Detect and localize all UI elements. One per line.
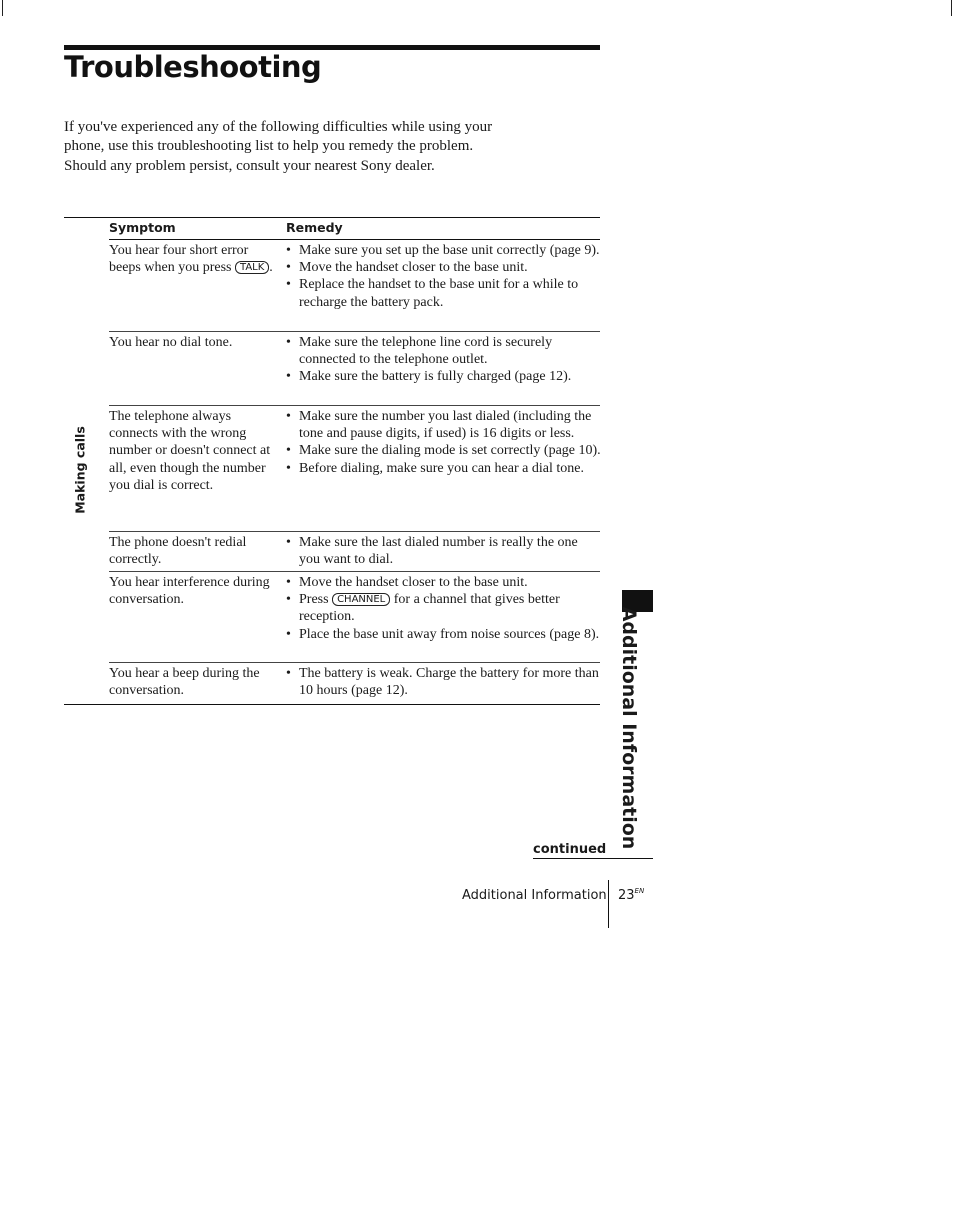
symptom-cell: You hear interference during conversation. <box>109 575 270 608</box>
remedy-item: • Replace the handset to the base unit for a while to recharge the battery pack. <box>286 276 601 310</box>
page-number-value: 23 <box>618 888 635 903</box>
symptom-cell: The telephone always connects with the wrong number or doesn't connect at all, even though the number you dial is correct. <box>109 409 271 493</box>
remedy-item: • Move the handset closer to the base unit. <box>286 574 601 591</box>
footer-section-name: Additional Information <box>462 888 607 903</box>
symptom-cell <box>109 242 281 276</box>
side-label-additional-information: Additional Information <box>618 606 640 850</box>
continued-label: continued <box>533 842 607 857</box>
continued-rule <box>533 858 653 859</box>
page-suffix: EN <box>634 887 645 895</box>
talk-key: TALK <box>235 261 269 274</box>
remedy-suffix: for a channel that gives better reception. <box>299 592 560 625</box>
table-bottom-rule <box>64 704 600 705</box>
remedy-item-channel <box>286 591 601 625</box>
row-divider <box>109 405 600 406</box>
row-divider <box>109 531 600 532</box>
remedy-item: • The battery is weak. Charge the battery for more than 10 hours (page 12). <box>286 665 601 699</box>
channel-key: CHANNEL <box>332 593 390 606</box>
table-top-rule <box>64 217 600 218</box>
symptom-cell: You hear a beep during the conversation. <box>109 666 260 699</box>
page-number <box>618 887 644 903</box>
edge-mark-left <box>2 0 3 16</box>
symptom-text: You hear four short error beeps when you press <box>109 243 249 276</box>
remedy-item: • Make sure the last dialed number is really the one you want to dial. <box>286 534 601 568</box>
remedy-item: • Make sure the number you last dialed (including the tone and pause digits, if used) is 16 digits or less. <box>286 408 601 442</box>
page-title: Troubleshooting <box>64 50 322 84</box>
symptom-suffix: . <box>269 260 273 276</box>
row-divider <box>109 331 600 332</box>
column-header-symptom: Symptom <box>109 220 176 235</box>
symptom-cell: You hear no dial tone. <box>109 335 233 350</box>
remedy-list <box>286 534 601 568</box>
column-header-remedy: Remedy <box>286 220 343 235</box>
intro-paragraph: If you've experienced any of the following difficulties while using your phone, use this troubleshooting list to help you remedy the problem. <box>64 119 493 154</box>
remedy-prefix: Press <box>299 592 329 608</box>
footer-divider <box>608 880 609 928</box>
remedy-item: • Before dialing, make sure you can hear a dial tone. <box>286 460 601 477</box>
remedy-list <box>286 408 601 477</box>
side-label-making-calls: Making calls <box>72 426 88 514</box>
remedy-item: • Make sure you set up the base unit correctly (page 9). <box>286 242 601 259</box>
remedy-list <box>286 242 601 311</box>
remedy-item: • Make sure the dialing mode is set correctly (page 10). <box>286 442 601 459</box>
header-rule <box>109 239 600 240</box>
remedy-item: • Make sure the battery is fully charged (page 12). <box>286 368 601 385</box>
intro-paragraph-dealer: Should any problem persist, consult your nearest Sony dealer. <box>64 158 435 174</box>
row-divider <box>109 662 600 663</box>
row-divider <box>109 571 600 572</box>
remedy-list <box>286 574 601 643</box>
remedy-list <box>286 665 601 699</box>
edge-mark-right <box>951 0 952 16</box>
intro-text <box>64 118 524 176</box>
remedy-item: • Place the base unit away from noise sources (page 8). <box>286 626 601 643</box>
remedy-item: • Make sure the telephone line cord is securely connected to the telephone outlet. <box>286 334 601 368</box>
remedy-item: • Move the handset closer to the base unit. <box>286 259 601 276</box>
remedy-list <box>286 334 601 386</box>
symptom-cell: The phone doesn't redial correctly. <box>109 535 247 568</box>
